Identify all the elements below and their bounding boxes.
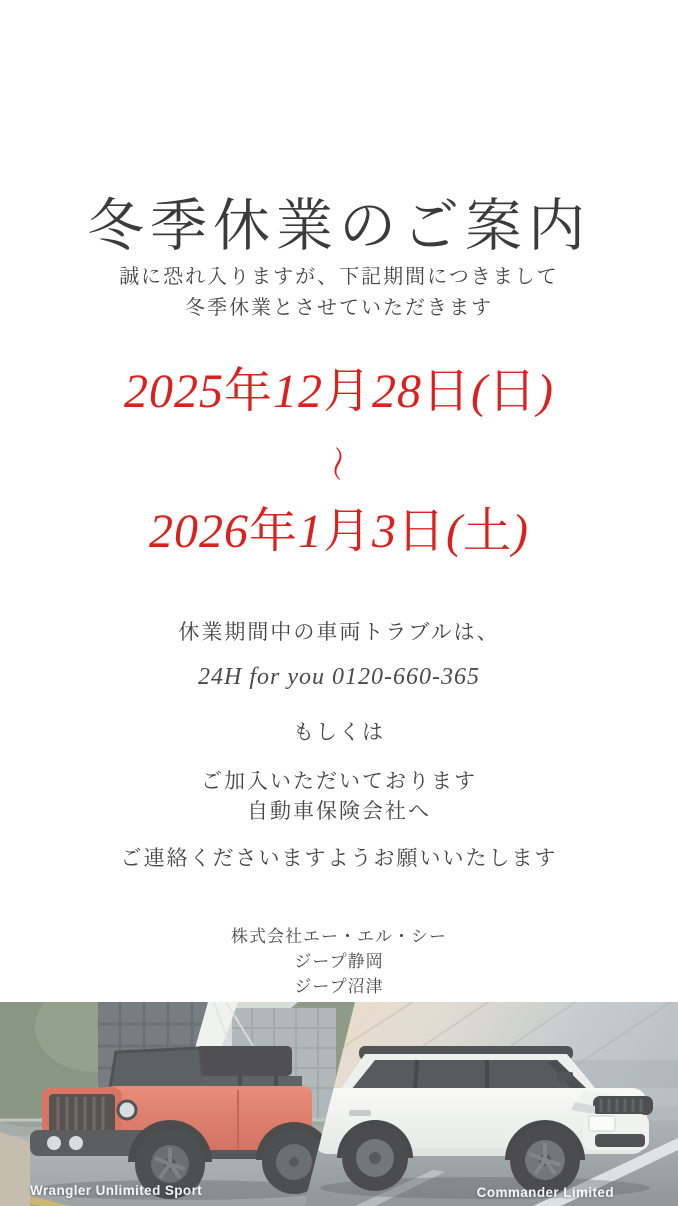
end-year: 2026 (148, 505, 249, 558)
closure-end-date: 2026年1月3日(土) (148, 505, 530, 558)
start-month: 12 (273, 365, 323, 418)
wrangler-photo (0, 1002, 360, 1206)
insurance-line-2: 自動車保険会社へ (247, 799, 431, 823)
insurance-line-1: ご加入いただいております (201, 769, 477, 793)
wrangler-scene-illustration (0, 1002, 360, 1206)
commander-photo (295, 1002, 678, 1206)
wrangler-caption: Wrangler Unlimited Sport (30, 1183, 203, 1198)
insurance-instruction (0, 766, 678, 826)
or-line: もしくは (293, 720, 385, 744)
start-year: 2025 (123, 365, 224, 418)
end-day: 3 (372, 505, 398, 558)
vehicle-photo-strip (0, 1002, 678, 1206)
end-month: 1 (298, 505, 323, 558)
start-day: 28 (372, 365, 423, 418)
trouble-instruction-line: 休業期間中の車両トラブルは、 (178, 620, 500, 644)
start-weekday: 日 (488, 365, 538, 418)
date-range-tilde: 〜 (316, 445, 357, 482)
store-shizuoka: ジープ静岡 (294, 952, 384, 971)
end-weekday: 土 (463, 505, 513, 558)
company-name: 株式会社エー・エル・シー (231, 927, 447, 946)
commander-scene-illustration (295, 1002, 678, 1206)
commander-caption: Commander Limited (476, 1185, 614, 1200)
store-numazu: ジープ沼津 (294, 977, 384, 996)
hotline-number: 24H for you 0120-660-365 (198, 664, 480, 690)
closure-start-date: 2025年12月28日(日) (123, 365, 555, 418)
closing-request-line: ご連絡くださいますようお願いいたします (120, 846, 558, 870)
page-title: 冬季休業のご案内 (87, 195, 591, 259)
company-signature (0, 924, 678, 999)
intro-line-2: 冬季休業とさせていただきます (185, 297, 493, 319)
intro-text (0, 262, 678, 324)
intro-line-1: 誠に恐れ入りますが、下記期間につきまして (119, 266, 559, 288)
